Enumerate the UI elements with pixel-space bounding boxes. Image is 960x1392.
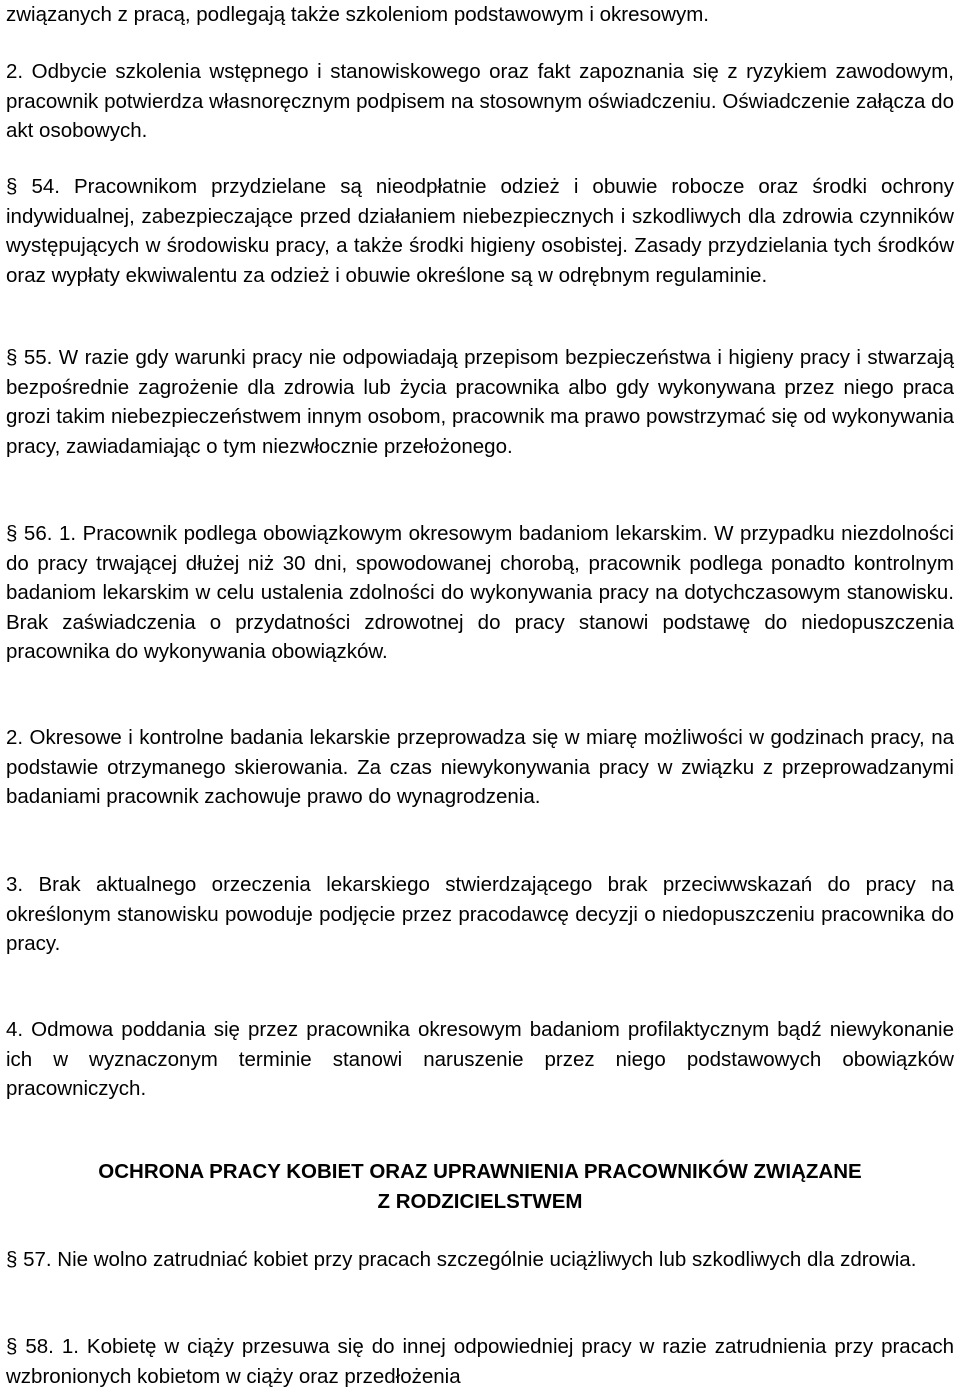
paragraph-section-54: § 54. Pracownikom przydzielane są nieodpłatnie odzież i obuwie robocze oraz środki ochrony indywidualnej, zabezpieczające przed działaniem niebezpiecznych i szkodliwych dla zdrowia czynników występujących w środowisku pracy, a także środki higieny osobistej. Zasady przydzielania tych środków oraz wypłaty ekwiwalentu za odzież i obuwie określone są w odrębnym regulaminie. bbox=[6, 175, 954, 287]
paragraph-training-point-2: 2. Odbycie szkolenia wstępnego i stanowiskowego oraz fakt zapoznania się z ryzykiem zawodowym, pracownik potwierdza własnoręcznym podpisem na stosownym oświadczeniu. Oświadczenie załącza do akt osobowych. bbox=[6, 60, 954, 142]
paragraph-section-57: § 57. Nie wolno zatrudniać kobiet przy pracach szczególnie uciążliwych lub szkodliwych dla zdrowia. bbox=[6, 1248, 917, 1271]
paragraph-section-55: § 55. W razie gdy warunki pracy nie odpowiadają przepisom bezpieczeństwa i higieny pracy i stwarzają bezpośrednie zagrożenie dla zdrowia lub życia pracownika albo gdy wykonywana przez niego praca grozi takim niebezpieczeństwem innym osobom, pracownik ma prawo powstrzymać się od wykonywania pracy, zawiadamiając o tym niezwłocznie przełożonego. bbox=[6, 346, 954, 458]
paragraph-section-56-point-2: 2. Okresowe i kontrolne badania lekarskie przeprowadza się w miarę możliwości w godzinach pracy, na podstawie otrzymanego skierowania. Za czas niewykonywania pracy w związku z przeprowadzanymi badaniami pracownik zachowuje prawo do wynagrodzenia. bbox=[6, 726, 954, 808]
section-heading bbox=[6, 1157, 954, 1216]
paragraph-section-58-point-1: § 58. 1. Kobietę w ciąży przesuwa się do innej odpowiedniej pracy w razie zatrudnienia przy pracach wzbronionych kobietom w ciąży oraz przedłożenia bbox=[6, 1335, 954, 1388]
section-heading-line-2: Z RODZICIELSTWEM bbox=[377, 1189, 583, 1213]
paragraph-training-continuation: związanych z pracą, podlegają także szkoleniom podstawowym i okresowym. bbox=[6, 3, 710, 26]
section-heading-line-1: OCHRONA PRACY KOBIET ORAZ UPRAWNIENIA PRACOWNIKÓW ZWIĄZANE bbox=[98, 1160, 862, 1183]
paragraph-section-56-point-1: § 56. 1. Pracownik podlega obowiązkowym okresowym badaniom lekarskim. W przypadku niezdolności do pracy trwającej dłużej niż 30 dni, spowodowanej chorobą, pracownik podlega ponadto kontrolnym badaniom lekarskim w celu ustalenia zdolności do wykonywania pracy na dotychczasowym stanowisku. Brak zaświadczenia o przydatności zdrowotnej do pracy stanowi podstawę do niedopuszczenia pracownika do wykonywania obowiązków. bbox=[6, 522, 954, 663]
paragraph-section-56-point-4: 4. Odmowa poddania się przez pracownika okresowym badaniom profilaktycznym bądź niewykonanie ich w wyznaczonym terminie stanowi naruszenie przez niego podstawowych obowiązków pracowniczych. bbox=[6, 1018, 954, 1100]
paragraph-section-56-point-3: 3. Brak aktualnego orzeczenia lekarskiego stwierdzającego brak przeciwwskazań do pracy na określonym stanowisku powoduje podjęcie przez pracodawcę decyzji o niedopuszczeniu pracownika do pracy. bbox=[6, 873, 954, 955]
